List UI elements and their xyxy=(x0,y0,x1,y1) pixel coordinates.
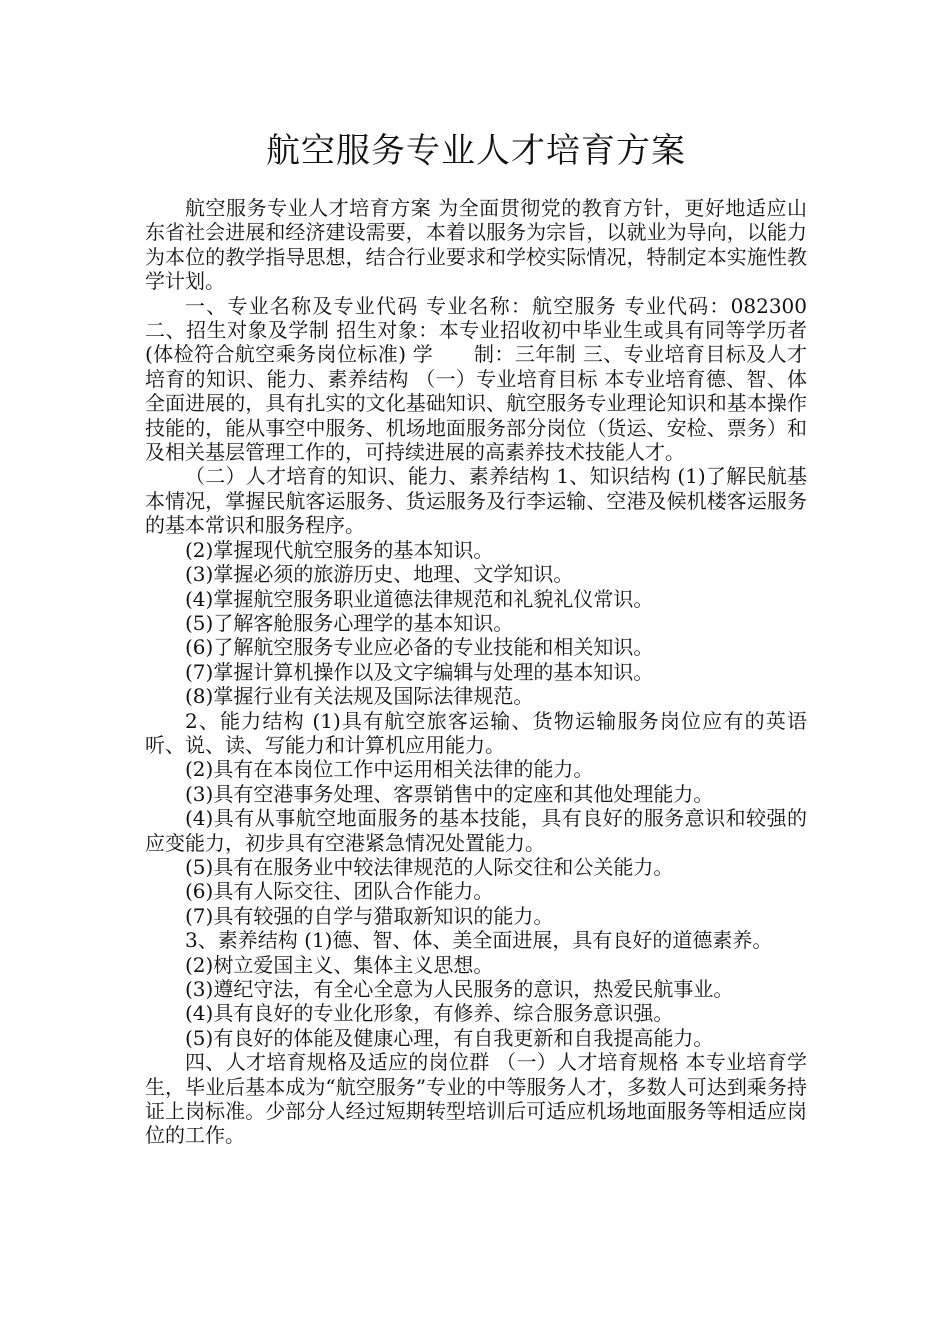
paragraph: (3)掌握必须的旅游历史、地理、文学知识。 xyxy=(185,562,574,587)
paragraph: 一、专业名称及专业代码 专业名称：航空服务 专业代码：082300 二、招生对象及学制 招生对象：本专业招收初中毕业生或具有同等学历者(体检符合航空乘务岗位标准) 学 制：三年制 三、专业培育目标及人才培育的知识、能力、素养结构 （一）专业培育目标 本专业培育德、智、体全面进展的，具有扎实的文化基础知识、航空服务专业理论知识和基本操作技能的，能从事空中服务、机场地面服务部分岗位（货运、安检、票务）和及相关基层管理工作的，可持续进展的高素养技术技能人才。 xyxy=(145,293,807,465)
paragraph: (4)具有良好的专业化形象，有修养、综合服务意识强。 xyxy=(185,1001,674,1026)
paragraph: 3、素养结构 (1)德、智、体、美全面进展，具有良好的道德素养。 xyxy=(185,928,773,953)
paragraph: (2)具有在本岗位工作中运用相关法律的能力。 xyxy=(185,757,594,782)
paragraph: (3)具有空港事务处理、客票销售中的定座和其他处理能力。 xyxy=(185,781,714,806)
paragraph: (2)掌握现代航空服务的基本知识。 xyxy=(185,537,494,562)
paragraph: (4)掌握航空服务职业道德法律规范和礼貌礼仪常识。 xyxy=(185,586,654,611)
paragraph: (5)具有在服务业中较法律规范的人际交往和公关能力。 xyxy=(185,854,674,879)
paragraph: （二）人才培育的知识、能力、素养结构 1、知识结构 (1)了解民航基本情况，掌握民航客运服务、货运服务及行李运输、空港及候机楼客运服务的基本常识和服务程序。 xyxy=(145,464,807,538)
paragraph: (2)树立爱国主义、集体主义思想。 xyxy=(185,952,494,977)
paragraph: (5)有良好的体能及健康心理，有自我更新和自我提高能力。 xyxy=(185,1025,714,1050)
document-title: 航空服务专业人才培育方案 xyxy=(266,131,686,171)
paragraph: (5)了解客舱服务心理学的基本知识。 xyxy=(185,610,514,635)
paragraph: (7)掌握计算机操作以及文字编辑与处理的基本知识。 xyxy=(185,659,654,684)
paragraph: 2、能力结构 (1)具有航空旅客运输、货物运输服务岗位应有的英语听、说、读、写能力和计算机应用能力。 xyxy=(145,708,807,757)
paragraph: 四、人才培育规格及适应的岗位群 （一）人才培育规格 本专业培育学生，毕业后基本成为“航空服务”专业的中等服务人才，多数人可达到乘务持证上岗标准。少部分人经过短期转型培训后可适应机场地面服务等相适应岗位的工作。 xyxy=(145,1050,807,1148)
paragraph: (7)具有较强的自学与猎取新知识的能力。 xyxy=(185,903,554,928)
paragraph: (4)具有从事航空地面服务的基本技能，具有良好的服务意识和较强的应变能力，初步具有空港紧急情况处置能力。 xyxy=(145,806,807,855)
paragraph: 航空服务专业人才培育方案 为全面贯彻党的教育方针，更好地适应山东省社会进展和经济建设需要，本着以服务为宗旨，以就业为导向，以能力为本位的教学指导思想，结合行业要求和学校实际情况，特制定本实施性教学计划。 xyxy=(145,196,807,294)
paragraph: (8)掌握行业有关法规及国际法律规范。 xyxy=(185,684,534,709)
paragraph: (3)遵纪守法，有全心全意为人民服务的意识，热爱民航事业。 xyxy=(185,977,734,1001)
paragraph: (6)具有人际交往、团队合作能力。 xyxy=(185,879,494,904)
document-page xyxy=(145,128,807,1148)
paragraph: (6)了解航空服务专业应必备的专业技能和相关知识。 xyxy=(185,635,654,660)
document-body xyxy=(145,196,807,1148)
